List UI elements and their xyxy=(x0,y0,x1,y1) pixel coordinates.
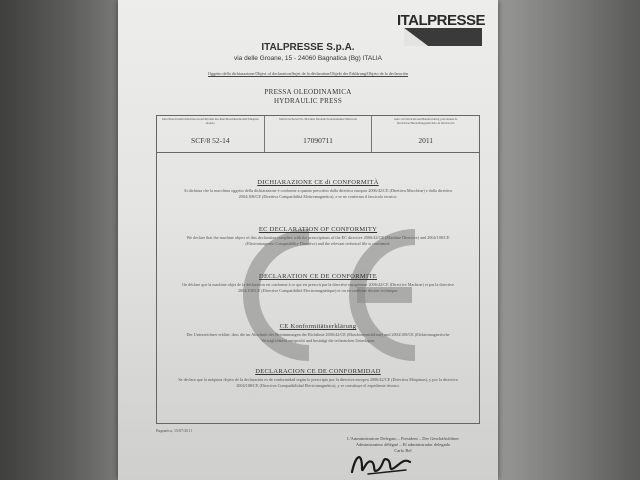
signatory-title: L'Amministratore Delegato – President – Der Geschäftsführer xyxy=(347,436,459,441)
serial-header: Matricola/Serial No./Machine Modelle/Seriennummer/Matrícula xyxy=(279,117,357,121)
model-value: SCF/8 52-14 xyxy=(191,136,230,145)
company-logo-text: ITALPRESSE xyxy=(396,12,486,29)
model-header: Macchina modello/Machine model/Modèle machine/Maschinenmodell/Máquina modelo xyxy=(161,117,259,125)
signatory-title-alt: Administrateur délégué – El administrador delegado xyxy=(355,442,451,447)
company-address: via delle Groane, 15 - 24060 Bagnatica (Bg) ITALIA xyxy=(233,55,383,62)
certificate-document xyxy=(118,0,498,480)
section-title-it: DICHIARAZIONE CE di CONFORMITÀ xyxy=(257,179,379,186)
identification-table xyxy=(156,115,480,153)
declaration-box xyxy=(156,152,480,424)
section-text-en: We declare that the machine object of this declaration complies with the prescriptions of the EC directive 2006/42/CE (Machine Directive) and 2004/108/CE (Electromagnetic Compatibility Directive) and the relevant technical file is confirmed. xyxy=(186,235,450,246)
place-and-date: Bagnatica, 15/07/2011 xyxy=(156,428,193,433)
declaration-subject: Oggetto della dichiarazione/Object of declaration/Sujet de la déclaration/Objekt der Erklärung/Objeto de la declaración xyxy=(208,71,408,76)
section-text-es: Se declara que la máquina objeto de la declaración es de conformidad según lo prescripto por la directiva europea 2006/42/CE (Directiva Máquinas), y por la directiva 2004/108/CE (Directiva Compatibilidad Electromagnética), y se constituye el expediente técnico. xyxy=(178,377,458,388)
serial-cell xyxy=(265,116,373,152)
year-header: Anno di fabbricazione/Manufacturing year/Année de fabrication/Herstellungsjahr/Año de fabricación xyxy=(393,117,458,125)
model-cell xyxy=(157,116,265,152)
signatory-name: Carlo Bel xyxy=(394,448,412,453)
section-title-en: EC DECLARATION OF CONFORMITY xyxy=(258,226,378,233)
year-value: 2011 xyxy=(418,136,434,145)
company-name: ITALPRESSE S.p.A. xyxy=(261,42,355,53)
section-text-fr: On déclare que la machine objet de la déclaration est conforme à ce qui est prescrit par la directive européenne 2006/42/CE (Directive Machine) et par la directive 2004/108/CE (Directive Compatibilité Electromagnétique) et on en confirme dossier technique. xyxy=(181,282,455,293)
product-name-en: HYDRAULIC PRESS xyxy=(273,97,343,105)
year-cell xyxy=(372,116,479,152)
section-text-de: Der Unterzeichner erklärt, dass die im Abschnitt des Bestimmungen der Richtlinie 2006/42/CE (Maschinenrichtlinie) und 2004/108/CE (Elektromagnetische Verträglichkeit) entspricht und bestätigt die technischen Unterlagen. xyxy=(186,332,450,343)
background-right xyxy=(490,0,640,480)
section-title-es: DECLARACION CE DE CONFORMIDAD xyxy=(255,368,381,375)
product-name-it: PRESSA OLEODINAMICA xyxy=(264,88,352,96)
serial-value: 17090711 xyxy=(303,136,333,145)
background-left xyxy=(0,0,120,480)
handwritten-signature xyxy=(348,448,418,480)
company-logo xyxy=(396,12,486,46)
section-title-fr: DECLARATION CE DE CONFORMITE xyxy=(259,273,377,280)
section-title-de: CE Konformitätserklärung xyxy=(279,323,357,330)
section-text-it: Si dichiara che la macchina oggetto della dichiarazione è conforme a quanto prescritto dalla direttiva europea 2006/42/CE (Direttiva Macchine) e dalla direttiva 2004/108/CE (Direttiva Compatibilità Elettromagnetica), e se ne conferma il fascicolo tecnico. xyxy=(184,188,452,199)
